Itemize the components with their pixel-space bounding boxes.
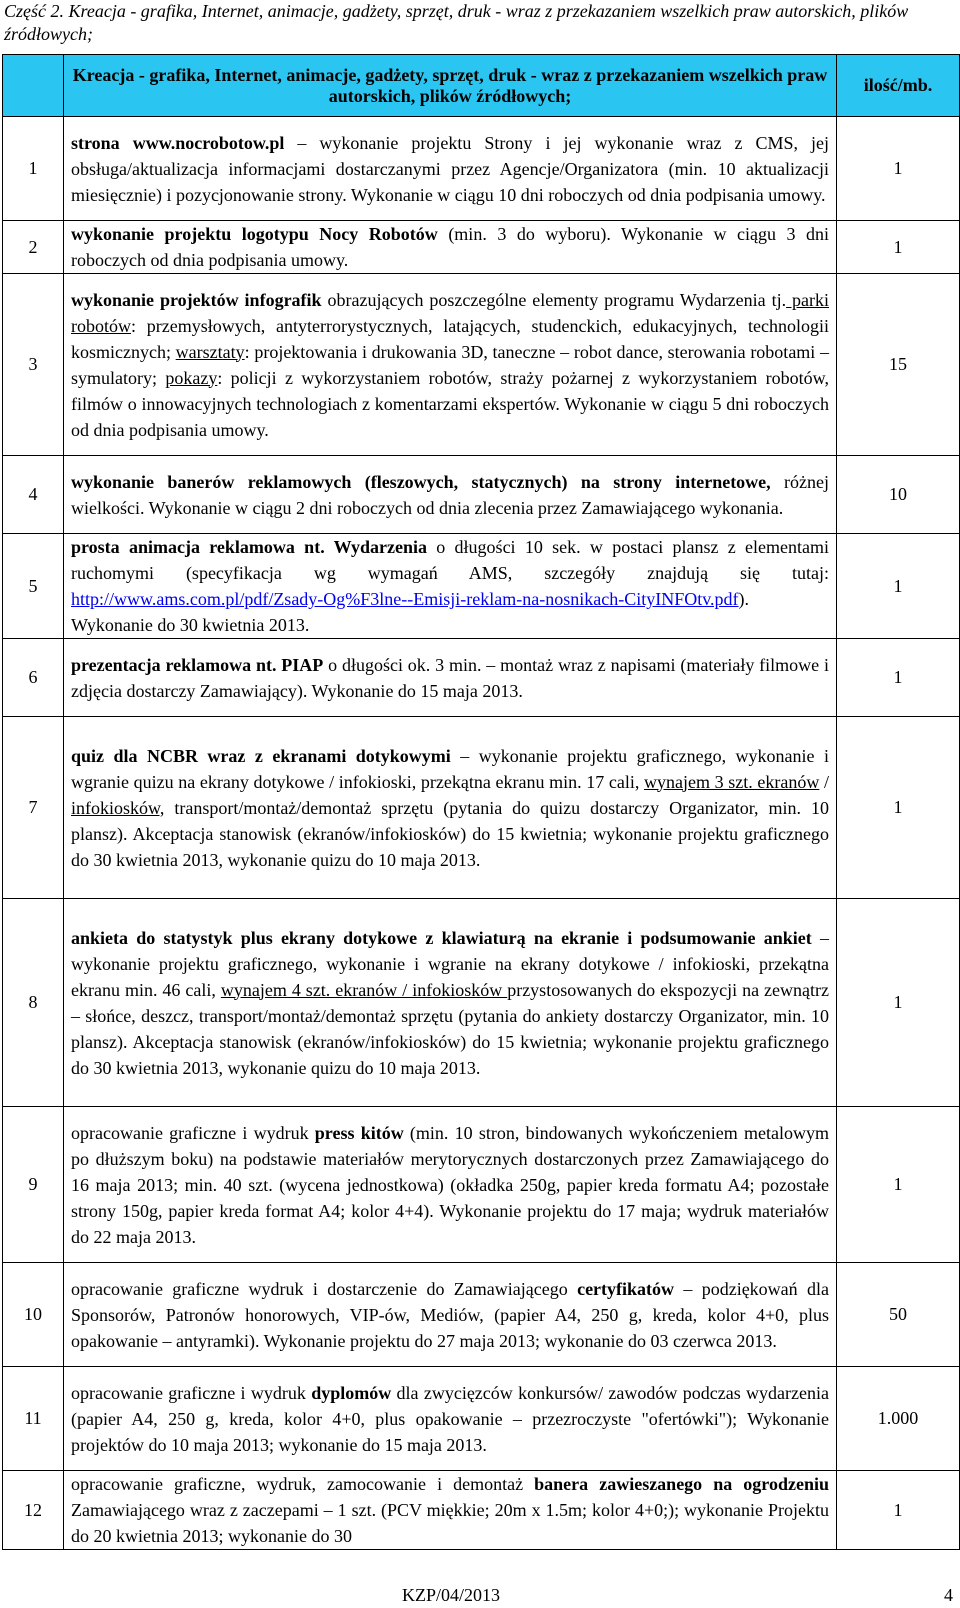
text-segment: o długości 10 sek. w postaci plansz z elementami ruchomymi (specyfikacja wg wymagań AMS, szczegóły znajdują się tutaj: bbox=[71, 537, 829, 583]
row-description bbox=[64, 1471, 837, 1550]
text-segment: : policji z wykorzystaniem robotów, straży pożarnej z wykorzystaniem robotów, filmów o innowacyjnych technologiach z komentarzami ekspertów. Wykonanie w ciągu 5 dni roboczych od dnia podpisania umowy. bbox=[71, 367, 829, 440]
row-number: 8 bbox=[3, 899, 64, 1107]
text-segment: różnej wielkości. Wykonanie w ciągu 2 dni roboczych od dnia zlecenia przez Zamawiającego wykonania. bbox=[71, 471, 829, 518]
text-segment: – wykonanie projektu graficznego, wykonanie i wgranie na ekrany dotykowe / infokioski, przekątna ekranu min. 46 cali, bbox=[71, 927, 830, 1000]
text-segment: (min. 3 do wyboru). Wykonanie w ciągu 3 dni roboczych od dnia podpisania umowy. bbox=[71, 224, 830, 270]
row-description bbox=[64, 1263, 837, 1367]
items-table bbox=[2, 54, 960, 1550]
underlined-text: wynajem 4 szt. ekranów / infokiosków bbox=[220, 979, 508, 1000]
row-number: 5 bbox=[3, 534, 64, 639]
row-number: 11 bbox=[3, 1367, 64, 1471]
row-quantity: 10 bbox=[837, 456, 960, 534]
row-description bbox=[64, 221, 837, 274]
document-code: KZP/04/2013 bbox=[402, 1585, 501, 1605]
row-number: 1 bbox=[3, 117, 64, 221]
bold-text: prosta animacja reklamowa nt. Wydarzenia bbox=[71, 537, 427, 557]
row-quantity: 1.000 bbox=[837, 1367, 960, 1471]
underlined-text: wynajem 3 szt. ekranów bbox=[643, 771, 820, 792]
bold-text: strona www.nocrobotow.pl bbox=[71, 132, 285, 153]
table-row bbox=[3, 1107, 960, 1263]
row-quantity: 1 bbox=[837, 717, 960, 899]
row-number: 12 bbox=[3, 1471, 64, 1550]
bold-text: wykonanie projektu logotypu Nocy Robotów bbox=[71, 224, 438, 244]
bold-text: dyplomów bbox=[311, 1382, 392, 1403]
spec-link[interactable]: http://www.ams.com.pl/pdf/Zsady-Og%F3lne--Emisji-reklam-na-nosnikach-CityINFOtv.pdf bbox=[71, 589, 739, 609]
text-segment: obrazujących poszczególne elementy programu Wydarzenia tj. bbox=[321, 289, 787, 310]
row-number: 9 bbox=[3, 1107, 64, 1263]
text-segment: – wykonanie projektu graficznego, wykonanie i wgranie quizu na ekrany dotykowe / infokioski, przekątna ekranu min. 17 cali, bbox=[71, 745, 830, 792]
text-segment: opracowanie graficzne, wydruk, zamocowanie i demontaż bbox=[71, 1474, 535, 1494]
underlined-text: infokiosków, bbox=[71, 797, 165, 818]
row-number: 7 bbox=[3, 717, 64, 899]
table-header-row bbox=[3, 55, 960, 117]
bold-text: certyfikatów bbox=[577, 1278, 675, 1299]
underlined-text: parki robotów bbox=[71, 289, 829, 336]
row-quantity: 1 bbox=[837, 534, 960, 639]
row-quantity: 1 bbox=[837, 221, 960, 274]
table-row bbox=[3, 1367, 960, 1471]
text-segment: : przemysłowych, antyterrorystycznych, latających, studenckich, edukacyjnych, technologii kosmicznych; bbox=[71, 315, 829, 362]
text-segment: ). Wykonanie do 30 kwietnia 2013. bbox=[71, 589, 750, 635]
text-segment: / bbox=[819, 771, 829, 792]
row-description bbox=[64, 1107, 837, 1263]
bold-text: ankieta do statystyk plus ekrany dotykowe z klawiaturą na ekranie i podsumowanie ankiet bbox=[71, 927, 812, 948]
header-description: Kreacja - grafika, Internet, animacje, gadżety, sprzęt, druk - wraz z przekazaniem wszelkich praw autorskich, plików źródłowych; bbox=[64, 55, 837, 117]
row-description bbox=[64, 274, 837, 456]
underlined-text: pokazy bbox=[165, 367, 218, 388]
row-description bbox=[64, 456, 837, 534]
row-quantity: 15 bbox=[837, 274, 960, 456]
row-description bbox=[64, 899, 837, 1107]
text-segment: – wykonanie projektu Strony i jej wykonanie wraz z CMS, jej obsługa/aktualizacja informacjami dostarczanymi przez Agencje/Organizatora (min. 10 aktualizacji miesięcznie) i pozycjonowanie strony. Wykonanie w ciągu 10 dni roboczych od dnia podpisania umowy. bbox=[71, 132, 829, 205]
table-row bbox=[3, 274, 960, 456]
text-segment: transport/montaż/demontaż sprzętu (pytania do quizu dostarczy Organizator, min. 10 plansz). Akceptacja stanowisk (ekranów/infokiosków) do 15 kwietnia; wykonanie projektu graficznego do 30 kwietnia 2013, wykonanie quizu do 10 maja 2013. bbox=[71, 797, 829, 870]
row-number: 10 bbox=[3, 1263, 64, 1367]
bold-text: wykonanie projektów infografik bbox=[71, 289, 322, 310]
table-row bbox=[3, 221, 960, 274]
text-segment: : projektowania i drukowania 3D, taneczne – robot dance, sterowania robotami – symulatory; bbox=[71, 341, 829, 388]
row-quantity: 50 bbox=[837, 1263, 960, 1367]
table-row bbox=[3, 1471, 960, 1550]
table-row bbox=[3, 117, 960, 221]
row-description bbox=[64, 639, 837, 717]
header-nr bbox=[3, 55, 64, 117]
table-row bbox=[3, 639, 960, 717]
row-description bbox=[64, 534, 837, 639]
table-row bbox=[3, 717, 960, 899]
table-body bbox=[3, 117, 960, 1550]
table-row bbox=[3, 456, 960, 534]
row-quantity: 1 bbox=[837, 117, 960, 221]
text-segment: o długości ok. 3 min. – montaż wraz z napisami (materiały filmowe i zdjęcia dostarczy Zamawiający). Wykonanie do 15 maja 2013. bbox=[71, 654, 829, 701]
text-segment: opracowanie graficzne i wydruk bbox=[71, 1382, 312, 1403]
text-segment: opracowanie graficzne i wydruk bbox=[71, 1122, 315, 1143]
text-segment: przystosowanych do ekspozycji na zewnątrz – słońce, deszcz, transport/montaż/demontaż sprzętu (pytania do ankiety dostarczy Organizator, min. 10 plansz). Akceptacja stanowisk (ekranów/infokiosków) do 15 kwietnia; wykonanie projektu graficznego do 30 kwietnia 2013, wykonanie quizu do 10 maja 2013. bbox=[71, 979, 830, 1078]
text-segment: opracowanie graficzne wydruk i dostarczenie do Zamawiającego bbox=[71, 1278, 578, 1299]
row-quantity: 1 bbox=[837, 1107, 960, 1263]
table-row bbox=[3, 899, 960, 1107]
bold-text: quiz dla NCBR wraz z ekranami dotykowymi bbox=[71, 745, 451, 766]
text-segment: Zamawiającego wraz z zaczepami – 1 szt. (PCV miękkie; 20m x 1.5m; kolor 4+0;); wykonanie Projektu do 20 kwietnia 2013; wykonanie do 30 bbox=[71, 1500, 829, 1546]
row-description bbox=[64, 717, 837, 899]
row-number: 2 bbox=[3, 221, 64, 274]
part-title: Część 2. Kreacja - grafika, Internet, animacje, gadżety, sprzęt, druk - wraz z przekazaniem wszelkich praw autorskich, plików źródłowych; bbox=[4, 1, 909, 44]
bold-text: prezentacja reklamowa nt. PIAP bbox=[71, 654, 324, 675]
bold-text: press kitów bbox=[314, 1122, 404, 1143]
row-quantity: 1 bbox=[837, 1471, 960, 1550]
row-description bbox=[64, 117, 837, 221]
row-number: 4 bbox=[3, 456, 64, 534]
text-segment: dla zwycięzców konkursów/ zawodów podczas wydarzenia (papier A4, 250 g, kreda, kolor 4+0, plus opakowanie – przezroczyste "ofertówki"); Wykonanie projektów do 10 maja 2013; wykonanie do 15 maja 2013. bbox=[71, 1382, 829, 1455]
row-number: 6 bbox=[3, 639, 64, 717]
header-quantity: ilość/mb. bbox=[837, 55, 960, 117]
page-number: 4 bbox=[944, 1585, 953, 1605]
text-segment: – podziękowań dla Sponsorów, Patronów honorowych, VIP-ów, Mediów, (papier A4, 250 g, kreda, kolor 4+0, plus opakowanie – antyramki). Wykonanie projektu do 27 maja 2013; wykonanie do 03 czerwca 2013. bbox=[71, 1278, 829, 1351]
underlined-text: warsztaty bbox=[175, 341, 245, 362]
row-quantity: 1 bbox=[837, 639, 960, 717]
bold-text: wykonanie banerów reklamowych (fleszowych, statycznych) na strony internetowe, bbox=[71, 471, 771, 492]
table-row bbox=[3, 1263, 960, 1367]
row-number: 3 bbox=[3, 274, 64, 456]
bold-text: banera zawieszanego na ogrodzeniu bbox=[534, 1474, 829, 1494]
table-row bbox=[3, 534, 960, 639]
row-description bbox=[64, 1367, 837, 1471]
row-quantity: 1 bbox=[837, 899, 960, 1107]
text-segment: (min. 10 stron, bindowanych wykończeniem metalowym po dłuższym boku) na podstawie materiałów merytorycznych dostarczonych przez Zamawiającego do 16 maja 2013; min. 40 szt. (wycena jednostkowa) (okładka 250g, papier kreda formatu A4; pozostałe strony 150g, papier kreda format A4; kolor 4+4). Wykonanie projektu do 17 maja; wydruk materiałów do 22 maja 2013. bbox=[71, 1122, 829, 1247]
